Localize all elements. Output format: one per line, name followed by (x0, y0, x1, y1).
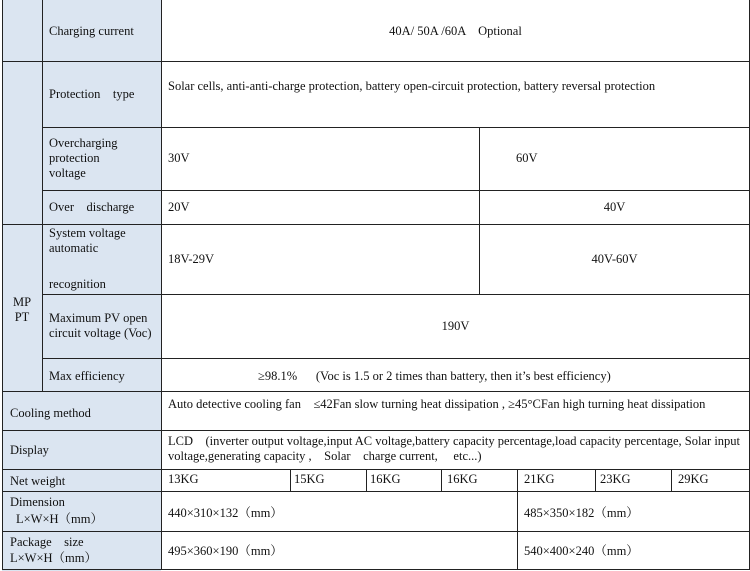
overcharging-value-b: 60V (516, 150, 538, 165)
charging-current-label: Charging current (49, 23, 134, 38)
grid-line (42, 190, 750, 191)
net-weight-cell: 29KG (678, 472, 709, 486)
system-voltage-value-b: 40V-60V (591, 252, 638, 266)
grid-line (290, 469, 291, 491)
grid-line (517, 469, 518, 569)
grid-line (42, 294, 750, 295)
package-size-value-b: 540×400×240（mm） (524, 543, 639, 558)
mppt-group-label: MP PT (12, 294, 32, 324)
grid-line (2, 491, 750, 492)
grid-line (2, 391, 750, 392)
grid-line (2, 531, 750, 532)
max-pv-voc-label: Maximum PV open circuit voltage (Voc) (49, 311, 152, 340)
dimension-value-a: 440×310×132（mm） (168, 505, 283, 520)
net-weight-cell: 13KG (168, 472, 199, 486)
package-size-label-line2: L×W×H（mm） (10, 551, 98, 565)
over-discharge-value-b: 40V (603, 199, 626, 214)
net-weight-cell: 23KG (600, 472, 631, 486)
overcharging-value-a: 30V (168, 150, 190, 165)
grid-line (479, 127, 480, 294)
dimension-label-line1: Dimension (10, 495, 65, 509)
protection-type-label: Protection type (49, 86, 135, 101)
protection-type-value: Solar cells, anti-anti-charge protection, battery open-circuit protection, battery reversal protection (168, 79, 656, 93)
max-pv-voc-value: 190V (441, 318, 470, 333)
net-weight-cell: 15KG (294, 472, 325, 486)
max-efficiency-value: ≥98.1% (Voc is 1.5 or 2 times than battery, then it’s best efficiency) (258, 368, 611, 383)
over-discharge-value-a: 20V (168, 199, 190, 214)
net-weight-cell: 21KG (524, 472, 555, 486)
package-size-value-a: 495×360×190（mm） (168, 543, 283, 558)
grid-line (2, 430, 750, 431)
net-weight-cell: 16KG (447, 472, 478, 486)
grid-line (366, 469, 367, 491)
grid-line (671, 469, 672, 491)
display-label: Display (10, 442, 49, 457)
grid-line (42, 127, 750, 128)
grid-line (2, 569, 750, 570)
charging-current-value: 40A/ 50A /60A Optional (389, 23, 522, 38)
system-voltage-label-bottom: recognition (49, 277, 106, 291)
grid-line (441, 469, 442, 491)
max-efficiency-label: Max efficiency (49, 368, 125, 383)
grid-line (2, 61, 750, 62)
over-discharge-label: Over discharge (49, 199, 135, 214)
overcharging-protection-voltage-label: Overcharging protection voltage (49, 135, 118, 180)
package-size-label-line1: Package size (10, 535, 84, 549)
grid-line (161, 0, 162, 570)
spec-label-bg-col1-top (2, 0, 42, 61)
grid-line (42, 0, 43, 391)
grid-line (2, 0, 3, 570)
dimension-label-line2: L×W×H（mm） (16, 512, 104, 526)
cooling-method-label: Cooling method (10, 405, 91, 420)
net-weight-label: Net weight (10, 473, 66, 488)
net-weight-cell: 16KG (370, 472, 401, 486)
grid-line (2, 469, 750, 470)
dimension-value-b: 485×350×182（mm） (524, 505, 639, 520)
grid-line (2, 224, 750, 225)
system-voltage-label-top: System voltage automatic (49, 226, 126, 255)
grid-line (42, 358, 750, 359)
system-voltage-value-a: 18V-29V (168, 252, 215, 266)
grid-line (595, 469, 596, 491)
cooling-method-value: Auto detective cooling fan ≤42Fan slow turning heat dissipation , ≥45°CFan high turning heat dissipation (168, 397, 706, 411)
display-value: LCD (inverter output voltage,input AC voltage,battery capacity percentage,load capacity percentage, Solar input voltage,generating capacity , Solar charge current, etc...) (168, 434, 744, 463)
